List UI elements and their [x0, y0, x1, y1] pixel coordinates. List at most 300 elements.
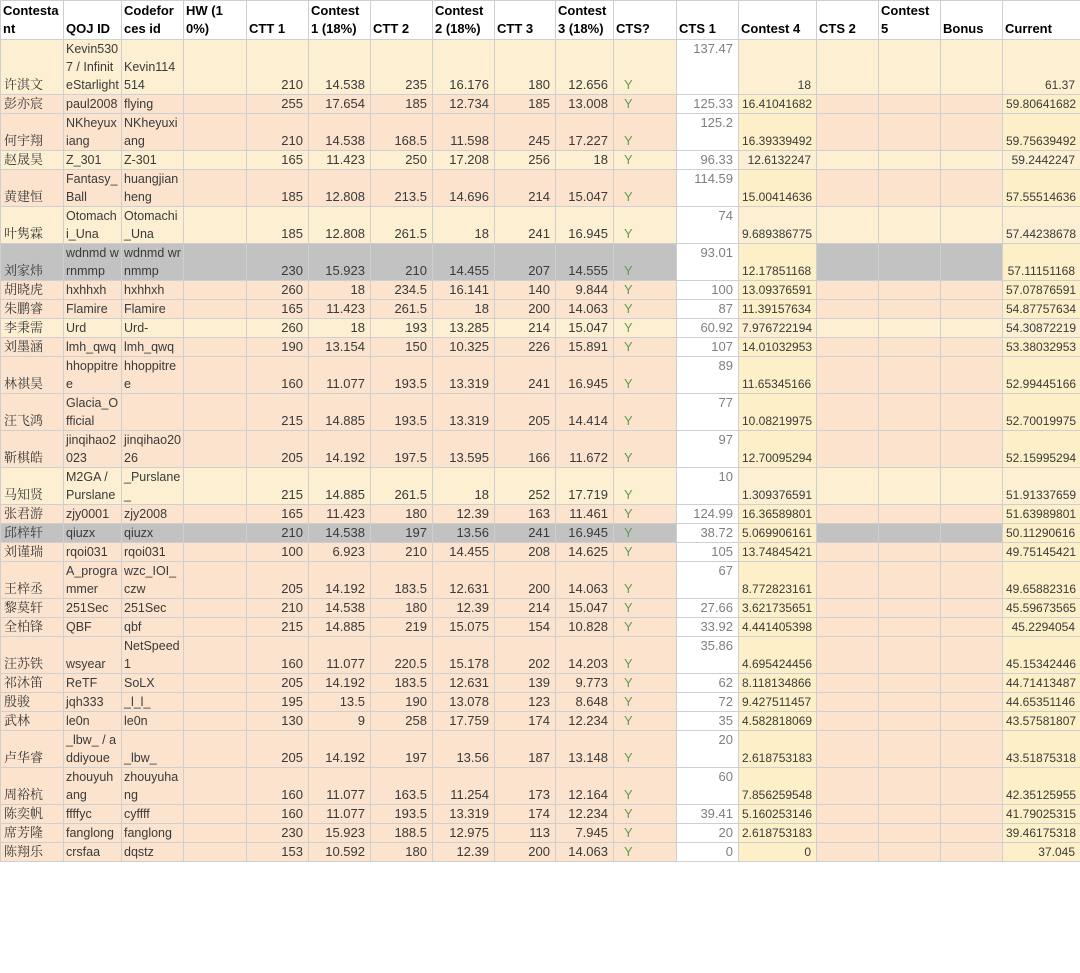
cell-ctt2[interactable]: 250: [371, 151, 433, 170]
cell-c3[interactable]: 18: [556, 151, 614, 170]
cell-c3[interactable]: 15.891: [556, 338, 614, 357]
column-header-hw[interactable]: HW (10%): [184, 1, 247, 40]
column-header-contestant[interactable]: Contestant: [1, 1, 64, 40]
cell-ctt1[interactable]: 100: [247, 543, 309, 562]
cell-ctt1[interactable]: 205: [247, 674, 309, 693]
cell-c4[interactable]: 4.695424456: [739, 637, 817, 674]
cell-ctt3[interactable]: 163: [495, 505, 556, 524]
cell-ctt3[interactable]: 214: [495, 170, 556, 207]
cell-c4[interactable]: 11.39157634: [739, 300, 817, 319]
cell-current[interactable]: 41.79025315: [1003, 805, 1080, 824]
cell-ctt3[interactable]: 113: [495, 824, 556, 843]
cell-ctt1[interactable]: 195: [247, 693, 309, 712]
cell-cts2[interactable]: [817, 768, 879, 805]
cell-c1[interactable]: 14.885: [309, 468, 371, 505]
cell-cts1[interactable]: 74: [677, 207, 739, 244]
cell-cf[interactable]: hxhhxh: [122, 281, 184, 300]
cell-bonus[interactable]: [941, 40, 1003, 95]
cell-ctt2[interactable]: 197: [371, 524, 433, 543]
cell-cts[interactable]: Y: [614, 468, 677, 505]
cell-c5[interactable]: [879, 338, 941, 357]
cell-qoj[interactable]: QBF: [64, 618, 122, 637]
cell-current[interactable]: 49.65882316: [1003, 562, 1080, 599]
cell-ctt3[interactable]: 139: [495, 674, 556, 693]
cell-current[interactable]: 52.70019975: [1003, 394, 1080, 431]
cell-c5[interactable]: [879, 40, 941, 95]
cell-cf[interactable]: _l_l_: [122, 693, 184, 712]
cell-ctt3[interactable]: 226: [495, 338, 556, 357]
column-header-bonus[interactable]: Bonus: [941, 1, 1003, 40]
cell-qoj[interactable]: zjy0001: [64, 505, 122, 524]
cell-cts1[interactable]: 125.2: [677, 114, 739, 151]
cell-cts2[interactable]: [817, 824, 879, 843]
cell-c4[interactable]: 8.118134866: [739, 674, 817, 693]
cell-c4[interactable]: 9.427511457: [739, 693, 817, 712]
cell-cf[interactable]: _lbw_: [122, 731, 184, 768]
cell-c2[interactable]: 11.598: [433, 114, 495, 151]
cell-ctt3[interactable]: 202: [495, 637, 556, 674]
cell-bonus[interactable]: [941, 637, 1003, 674]
cell-c3[interactable]: 14.203: [556, 637, 614, 674]
cell-qoj[interactable]: Z_301: [64, 151, 122, 170]
cell-cf[interactable]: Kevin114514: [122, 40, 184, 95]
cell-cts2[interactable]: [817, 543, 879, 562]
cell-c3[interactable]: 7.945: [556, 824, 614, 843]
cell-cf[interactable]: _Purslane_: [122, 468, 184, 505]
cell-c4[interactable]: 12.17851168: [739, 244, 817, 281]
cell-hw[interactable]: [184, 300, 247, 319]
column-header-cts[interactable]: CTS?: [614, 1, 677, 40]
cell-cf[interactable]: zhouyuhang: [122, 768, 184, 805]
cell-ctt1[interactable]: 210: [247, 599, 309, 618]
cell-bonus[interactable]: [941, 712, 1003, 731]
cell-contestant[interactable]: 刘家炜: [1, 244, 64, 281]
cell-bonus[interactable]: [941, 524, 1003, 543]
cell-bonus[interactable]: [941, 731, 1003, 768]
cell-current[interactable]: 57.44238678: [1003, 207, 1080, 244]
cell-qoj[interactable]: qiuzx: [64, 524, 122, 543]
cell-qoj[interactable]: jqh333: [64, 693, 122, 712]
cell-bonus[interactable]: [941, 543, 1003, 562]
cell-c5[interactable]: [879, 599, 941, 618]
cell-c1[interactable]: 14.885: [309, 618, 371, 637]
cell-ctt2[interactable]: 261.5: [371, 207, 433, 244]
cell-cts2[interactable]: [817, 281, 879, 300]
cell-c1[interactable]: 14.885: [309, 394, 371, 431]
cell-cts2[interactable]: [817, 338, 879, 357]
cell-cts[interactable]: Y: [614, 151, 677, 170]
cell-cts1[interactable]: 60.92: [677, 319, 739, 338]
cell-c1[interactable]: 15.923: [309, 824, 371, 843]
cell-cf[interactable]: zjy2008: [122, 505, 184, 524]
cell-c2[interactable]: 12.39: [433, 843, 495, 862]
cell-contestant[interactable]: 王梓丞: [1, 562, 64, 599]
cell-contestant[interactable]: 叶隽霖: [1, 207, 64, 244]
cell-bonus[interactable]: [941, 768, 1003, 805]
cell-contestant[interactable]: 周裕杭: [1, 768, 64, 805]
cell-cts[interactable]: Y: [614, 824, 677, 843]
cell-hw[interactable]: [184, 207, 247, 244]
cell-qoj[interactable]: A_programmer: [64, 562, 122, 599]
cell-cts[interactable]: Y: [614, 207, 677, 244]
cell-cts1[interactable]: 114.59: [677, 170, 739, 207]
cell-ctt2[interactable]: 185: [371, 95, 433, 114]
cell-c1[interactable]: 14.192: [309, 431, 371, 468]
cell-cts2[interactable]: [817, 505, 879, 524]
cell-cf[interactable]: NKheyuxiang: [122, 114, 184, 151]
cell-ctt3[interactable]: 241: [495, 207, 556, 244]
cell-cts2[interactable]: [817, 731, 879, 768]
column-header-c1[interactable]: Contest 1 (18%): [309, 1, 371, 40]
cell-ctt2[interactable]: 168.5: [371, 114, 433, 151]
cell-cts[interactable]: Y: [614, 543, 677, 562]
cell-current[interactable]: 57.55514636: [1003, 170, 1080, 207]
cell-hw[interactable]: [184, 674, 247, 693]
cell-qoj[interactable]: wdnmd wrnmmp: [64, 244, 122, 281]
cell-hw[interactable]: [184, 431, 247, 468]
cell-contestant[interactable]: 许淇文: [1, 40, 64, 95]
cell-ctt3[interactable]: 207: [495, 244, 556, 281]
cell-c1[interactable]: 13.154: [309, 338, 371, 357]
cell-c5[interactable]: [879, 768, 941, 805]
cell-ctt2[interactable]: 213.5: [371, 170, 433, 207]
cell-c3[interactable]: 11.461: [556, 505, 614, 524]
cell-hw[interactable]: [184, 244, 247, 281]
cell-cts1[interactable]: 137.47: [677, 40, 739, 95]
cell-cts[interactable]: Y: [614, 768, 677, 805]
cell-ctt1[interactable]: 205: [247, 731, 309, 768]
cell-cts2[interactable]: [817, 524, 879, 543]
cell-contestant[interactable]: 汪飞鸿: [1, 394, 64, 431]
cell-c3[interactable]: 15.047: [556, 170, 614, 207]
cell-cts1[interactable]: 20: [677, 824, 739, 843]
cell-c4[interactable]: 13.09376591: [739, 281, 817, 300]
cell-cts[interactable]: Y: [614, 244, 677, 281]
cell-c5[interactable]: [879, 319, 941, 338]
cell-current[interactable]: 43.57581807: [1003, 712, 1080, 731]
cell-c3[interactable]: 16.945: [556, 524, 614, 543]
cell-contestant[interactable]: 刘墨涵: [1, 338, 64, 357]
cell-cts1[interactable]: 38.72: [677, 524, 739, 543]
cell-cts[interactable]: Y: [614, 712, 677, 731]
cell-contestant[interactable]: 胡晓虎: [1, 281, 64, 300]
cell-c3[interactable]: 17.719: [556, 468, 614, 505]
cell-c5[interactable]: [879, 543, 941, 562]
cell-ctt2[interactable]: 183.5: [371, 562, 433, 599]
cell-cts1[interactable]: 10: [677, 468, 739, 505]
cell-contestant[interactable]: 席芳隆: [1, 824, 64, 843]
cell-cts2[interactable]: [817, 637, 879, 674]
cell-bonus[interactable]: [941, 805, 1003, 824]
cell-cts2[interactable]: [817, 95, 879, 114]
cell-c4[interactable]: 16.36589801: [739, 505, 817, 524]
cell-ctt3[interactable]: 200: [495, 843, 556, 862]
cell-c4[interactable]: 7.856259548: [739, 768, 817, 805]
cell-hw[interactable]: [184, 357, 247, 394]
cell-c3[interactable]: 13.008: [556, 95, 614, 114]
cell-c1[interactable]: 14.192: [309, 731, 371, 768]
cell-c5[interactable]: [879, 731, 941, 768]
cell-contestant[interactable]: 张君游: [1, 505, 64, 524]
cell-c2[interactable]: 12.39: [433, 505, 495, 524]
cell-qoj[interactable]: NKheyuxiang: [64, 114, 122, 151]
cell-c2[interactable]: 17.208: [433, 151, 495, 170]
cell-cts2[interactable]: [817, 562, 879, 599]
column-header-ctt3[interactable]: CTT 3: [495, 1, 556, 40]
cell-c1[interactable]: 14.192: [309, 562, 371, 599]
cell-bonus[interactable]: [941, 505, 1003, 524]
cell-ctt2[interactable]: 219: [371, 618, 433, 637]
cell-ctt1[interactable]: 160: [247, 357, 309, 394]
cell-cts1[interactable]: 0: [677, 843, 739, 862]
cell-hw[interactable]: [184, 338, 247, 357]
cell-cf[interactable]: huangjianheng: [122, 170, 184, 207]
cell-cts2[interactable]: [817, 599, 879, 618]
cell-ctt1[interactable]: 165: [247, 151, 309, 170]
cell-ctt1[interactable]: 160: [247, 805, 309, 824]
cell-c5[interactable]: [879, 674, 941, 693]
cell-ctt3[interactable]: 214: [495, 319, 556, 338]
cell-ctt2[interactable]: 234.5: [371, 281, 433, 300]
cell-hw[interactable]: [184, 319, 247, 338]
cell-cts1[interactable]: 124.99: [677, 505, 739, 524]
cell-cts[interactable]: Y: [614, 505, 677, 524]
cell-c2[interactable]: 13.319: [433, 805, 495, 824]
cell-c4[interactable]: 10.08219975: [739, 394, 817, 431]
cell-c5[interactable]: [879, 170, 941, 207]
cell-ctt3[interactable]: 214: [495, 599, 556, 618]
cell-c1[interactable]: 14.538: [309, 599, 371, 618]
cell-ctt1[interactable]: 130: [247, 712, 309, 731]
cell-cts2[interactable]: [817, 207, 879, 244]
cell-hw[interactable]: [184, 805, 247, 824]
cell-current[interactable]: 37.045: [1003, 843, 1080, 862]
cell-current[interactable]: 44.71413487: [1003, 674, 1080, 693]
cell-cf[interactable]: Z-301: [122, 151, 184, 170]
cell-c1[interactable]: 15.923: [309, 244, 371, 281]
cell-cf[interactable]: [122, 394, 184, 431]
cell-ctt1[interactable]: 190: [247, 338, 309, 357]
cell-bonus[interactable]: [941, 95, 1003, 114]
cell-cf[interactable]: Urd-: [122, 319, 184, 338]
cell-c1[interactable]: 14.538: [309, 40, 371, 95]
cell-cts[interactable]: Y: [614, 431, 677, 468]
cell-c5[interactable]: [879, 805, 941, 824]
cell-c2[interactable]: 18: [433, 207, 495, 244]
cell-ctt2[interactable]: 193: [371, 319, 433, 338]
cell-c1[interactable]: 6.923: [309, 543, 371, 562]
cell-cts2[interactable]: [817, 431, 879, 468]
cell-bonus[interactable]: [941, 207, 1003, 244]
cell-c3[interactable]: 14.063: [556, 843, 614, 862]
column-header-current[interactable]: Current: [1003, 1, 1080, 40]
cell-bonus[interactable]: [941, 468, 1003, 505]
cell-cts1[interactable]: 105: [677, 543, 739, 562]
cell-current[interactable]: 45.15342446: [1003, 637, 1080, 674]
cell-contestant[interactable]: 祁沐笛: [1, 674, 64, 693]
cell-hw[interactable]: [184, 712, 247, 731]
cell-ctt3[interactable]: 174: [495, 712, 556, 731]
cell-ctt1[interactable]: 230: [247, 244, 309, 281]
cell-cts2[interactable]: [817, 151, 879, 170]
cell-c4[interactable]: 2.618753183: [739, 824, 817, 843]
cell-c4[interactable]: 5.160253146: [739, 805, 817, 824]
cell-ctt2[interactable]: 193.5: [371, 394, 433, 431]
cell-cts1[interactable]: 100: [677, 281, 739, 300]
cell-contestant[interactable]: 何宇翔: [1, 114, 64, 151]
cell-cts1[interactable]: 67: [677, 562, 739, 599]
cell-c4[interactable]: 7.976722194: [739, 319, 817, 338]
cell-bonus[interactable]: [941, 843, 1003, 862]
cell-cf[interactable]: qbf: [122, 618, 184, 637]
cell-c3[interactable]: 16.945: [556, 207, 614, 244]
cell-c3[interactable]: 12.164: [556, 768, 614, 805]
cell-hw[interactable]: [184, 505, 247, 524]
cell-contestant[interactable]: 赵晟昊: [1, 151, 64, 170]
cell-hw[interactable]: [184, 281, 247, 300]
cell-hw[interactable]: [184, 824, 247, 843]
column-header-ctt1[interactable]: CTT 1: [247, 1, 309, 40]
cell-ctt1[interactable]: 215: [247, 468, 309, 505]
cell-qoj[interactable]: crsfaa: [64, 843, 122, 862]
cell-c3[interactable]: 14.063: [556, 562, 614, 599]
cell-ctt1[interactable]: 185: [247, 170, 309, 207]
cell-c3[interactable]: 14.555: [556, 244, 614, 281]
cell-bonus[interactable]: [941, 319, 1003, 338]
cell-ctt1[interactable]: 165: [247, 300, 309, 319]
cell-hw[interactable]: [184, 731, 247, 768]
cell-contestant[interactable]: 林祺昊: [1, 357, 64, 394]
cell-current[interactable]: 44.65351146: [1003, 693, 1080, 712]
cell-contestant[interactable]: 陈翔乐: [1, 843, 64, 862]
cell-c5[interactable]: [879, 431, 941, 468]
cell-cf[interactable]: wzc_IOI_czw: [122, 562, 184, 599]
cell-bonus[interactable]: [941, 674, 1003, 693]
cell-c4[interactable]: 3.621735651: [739, 599, 817, 618]
cell-ctt1[interactable]: 210: [247, 524, 309, 543]
cell-contestant[interactable]: 黄建恒: [1, 170, 64, 207]
cell-c5[interactable]: [879, 824, 941, 843]
cell-c1[interactable]: 12.808: [309, 207, 371, 244]
cell-ctt2[interactable]: 180: [371, 599, 433, 618]
cell-hw[interactable]: [184, 151, 247, 170]
cell-hw[interactable]: [184, 543, 247, 562]
cell-ctt1[interactable]: 230: [247, 824, 309, 843]
cell-cts1[interactable]: 20: [677, 731, 739, 768]
cell-ctt3[interactable]: 180: [495, 40, 556, 95]
cell-contestant[interactable]: 邱梓轩: [1, 524, 64, 543]
cell-c5[interactable]: [879, 95, 941, 114]
column-header-ctt2[interactable]: CTT 2: [371, 1, 433, 40]
cell-contestant[interactable]: 朱鹏睿: [1, 300, 64, 319]
cell-contestant[interactable]: 武林: [1, 712, 64, 731]
cell-c4[interactable]: 11.65345166: [739, 357, 817, 394]
cell-c1[interactable]: 13.5: [309, 693, 371, 712]
cell-cts[interactable]: Y: [614, 843, 677, 862]
cell-cts1[interactable]: 87: [677, 300, 739, 319]
cell-cts1[interactable]: 39.41: [677, 805, 739, 824]
cell-ctt2[interactable]: 261.5: [371, 468, 433, 505]
cell-cts2[interactable]: [817, 693, 879, 712]
cell-cf[interactable]: Flamire: [122, 300, 184, 319]
cell-c5[interactable]: [879, 114, 941, 151]
cell-c5[interactable]: [879, 394, 941, 431]
cell-ctt2[interactable]: 220.5: [371, 637, 433, 674]
cell-c5[interactable]: [879, 468, 941, 505]
cell-qoj[interactable]: Fantasy_Ball: [64, 170, 122, 207]
cell-ctt3[interactable]: 241: [495, 357, 556, 394]
cell-c4[interactable]: 9.689386775: [739, 207, 817, 244]
cell-current[interactable]: 51.91337659: [1003, 468, 1080, 505]
cell-ctt2[interactable]: 261.5: [371, 300, 433, 319]
cell-qoj[interactable]: Otomachi_Una: [64, 207, 122, 244]
cell-qoj[interactable]: Kevin5307 / InfiniteStarlight: [64, 40, 122, 95]
cell-c3[interactable]: 10.828: [556, 618, 614, 637]
cell-c3[interactable]: 17.227: [556, 114, 614, 151]
cell-cts2[interactable]: [817, 300, 879, 319]
cell-ctt3[interactable]: 241: [495, 524, 556, 543]
cell-cts[interactable]: Y: [614, 805, 677, 824]
cell-c5[interactable]: [879, 151, 941, 170]
cell-c4[interactable]: 14.01032953: [739, 338, 817, 357]
cell-current[interactable]: 59.80641682: [1003, 95, 1080, 114]
cell-cts[interactable]: Y: [614, 599, 677, 618]
cell-ctt3[interactable]: 256: [495, 151, 556, 170]
cell-c2[interactable]: 10.325: [433, 338, 495, 357]
cell-c1[interactable]: 11.077: [309, 768, 371, 805]
cell-qoj[interactable]: zhouyuhang: [64, 768, 122, 805]
cell-cts2[interactable]: [817, 394, 879, 431]
cell-current[interactable]: 39.46175318: [1003, 824, 1080, 843]
cell-c2[interactable]: 17.759: [433, 712, 495, 731]
cell-cf[interactable]: rqoi031: [122, 543, 184, 562]
cell-ctt1[interactable]: 205: [247, 431, 309, 468]
cell-cts1[interactable]: 62: [677, 674, 739, 693]
cell-hw[interactable]: [184, 468, 247, 505]
cell-ctt1[interactable]: 215: [247, 618, 309, 637]
cell-qoj[interactable]: M2GA / Purslane: [64, 468, 122, 505]
cell-cf[interactable]: 251Sec: [122, 599, 184, 618]
cell-cts[interactable]: Y: [614, 40, 677, 95]
cell-ctt2[interactable]: 150: [371, 338, 433, 357]
cell-cts1[interactable]: 77: [677, 394, 739, 431]
cell-cts1[interactable]: 72: [677, 693, 739, 712]
cell-ctt3[interactable]: 200: [495, 562, 556, 599]
cell-ctt1[interactable]: 160: [247, 637, 309, 674]
cell-ctt3[interactable]: 245: [495, 114, 556, 151]
cell-hw[interactable]: [184, 40, 247, 95]
cell-ctt2[interactable]: 193.5: [371, 357, 433, 394]
cell-bonus[interactable]: [941, 151, 1003, 170]
cell-c4[interactable]: 13.74845421: [739, 543, 817, 562]
cell-cts2[interactable]: [817, 170, 879, 207]
cell-c3[interactable]: 15.047: [556, 599, 614, 618]
column-header-c3[interactable]: Contest 3 (18%): [556, 1, 614, 40]
cell-qoj[interactable]: Urd: [64, 319, 122, 338]
cell-ctt1[interactable]: 205: [247, 562, 309, 599]
cell-qoj[interactable]: 251Sec: [64, 599, 122, 618]
cell-c5[interactable]: [879, 244, 941, 281]
cell-c3[interactable]: 8.648: [556, 693, 614, 712]
cell-c4[interactable]: 1.309376591: [739, 468, 817, 505]
cell-c2[interactable]: 12.39: [433, 599, 495, 618]
cell-current[interactable]: 57.11151168: [1003, 244, 1080, 281]
cell-ctt3[interactable]: 205: [495, 394, 556, 431]
cell-c1[interactable]: 11.077: [309, 805, 371, 824]
cell-cf[interactable]: wdnmd wrnmmp: [122, 244, 184, 281]
column-header-c5[interactable]: Contest 5: [879, 1, 941, 40]
cell-c3[interactable]: 11.672: [556, 431, 614, 468]
